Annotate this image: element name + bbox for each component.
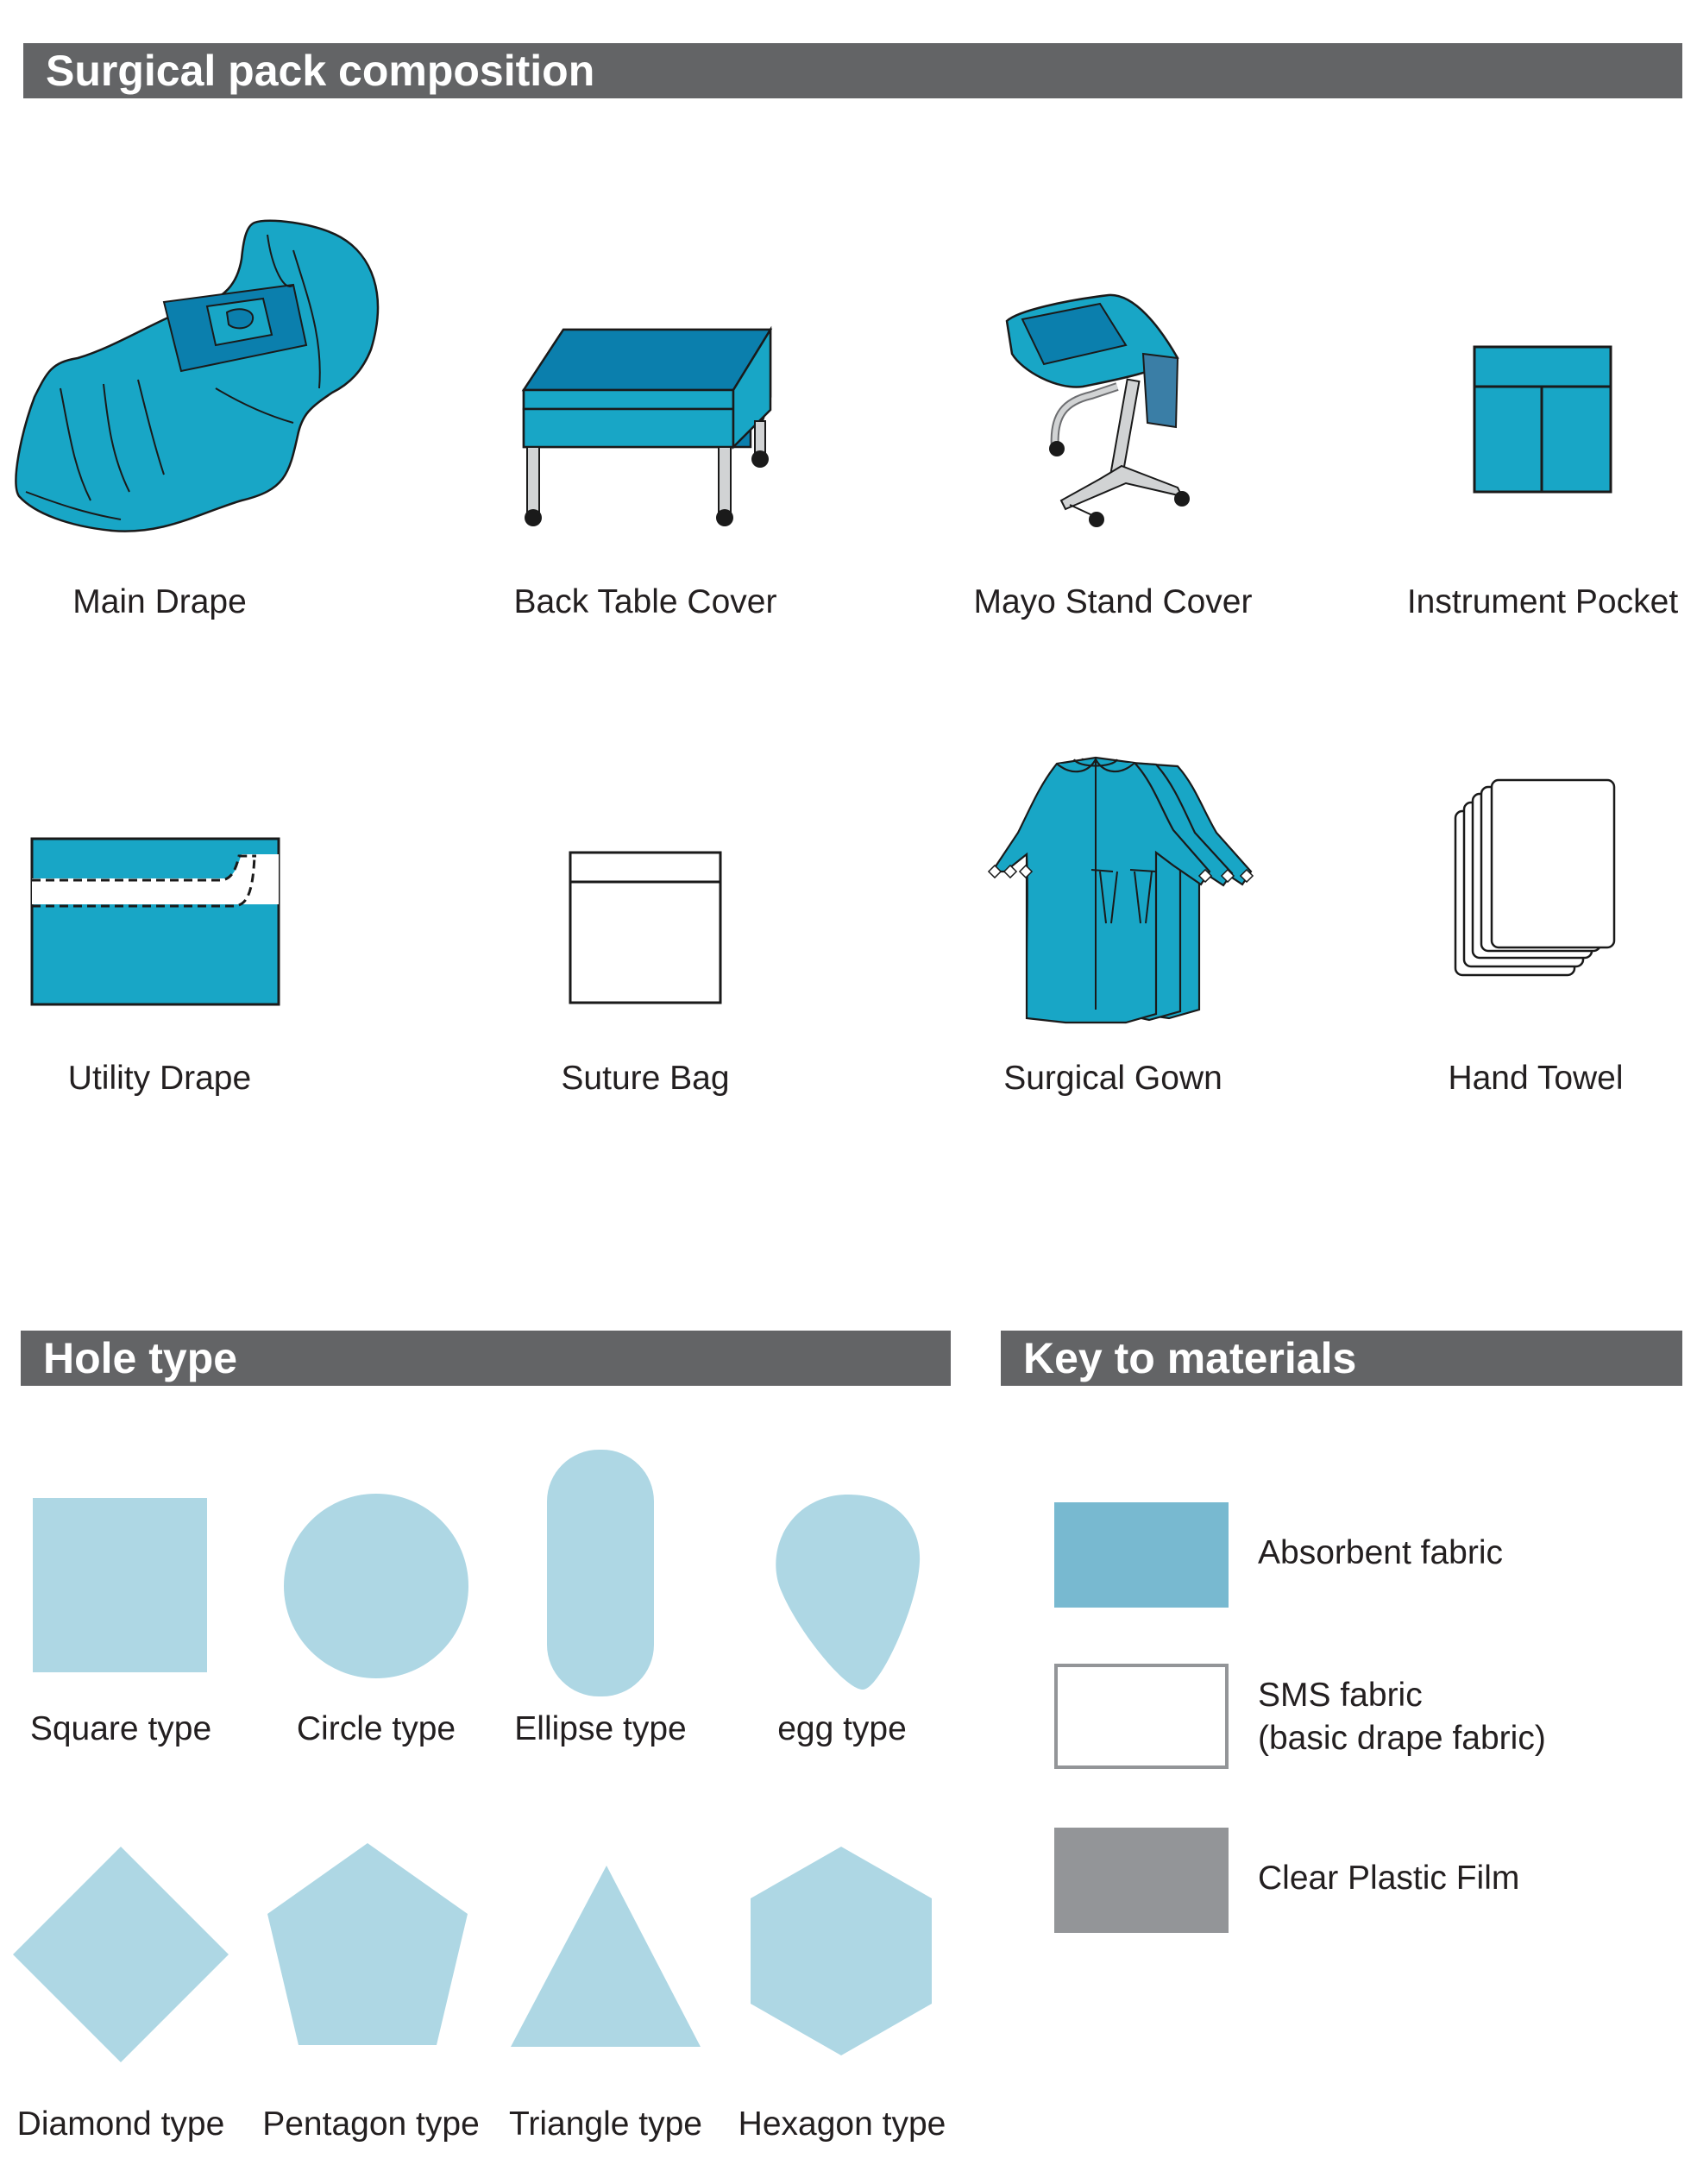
triangle-hole-shape xyxy=(511,1866,702,2049)
egg-hole-shape xyxy=(773,1493,923,1691)
section-header-key xyxy=(1001,1331,1682,1386)
pack-item-label: Suture Bag xyxy=(561,1060,730,1097)
back-table-cover-icon xyxy=(522,328,776,531)
hole-type-label: Diamond type xyxy=(16,2105,225,2143)
main-drape-icon xyxy=(9,216,388,544)
hole-type-label: Circle type xyxy=(296,1710,456,1747)
material-sublabel: (basic drape fabric) xyxy=(1258,1720,1546,1757)
pack-item-label: Surgical Gown xyxy=(1003,1060,1222,1097)
hole-type-label: Pentagon type xyxy=(262,2105,480,2143)
square-hole-shape xyxy=(33,1498,209,1674)
material-label: Absorbent fabric xyxy=(1258,1534,1503,1571)
material-label: Clear Plastic Film xyxy=(1258,1860,1520,1897)
circle-hole-shape xyxy=(283,1493,469,1679)
pack-item-label: Instrument Pocket xyxy=(1406,583,1679,620)
surgical-gown-icon xyxy=(958,751,1260,1027)
sms-fabric-swatch xyxy=(1054,1664,1229,1769)
suture-bag-icon xyxy=(569,851,722,1004)
hexagon-hole-shape xyxy=(751,1847,932,2055)
hole-type-label: egg type xyxy=(777,1710,907,1747)
hole-type-label: Hexagon type xyxy=(738,2105,946,2143)
hole-type-label: Ellipse type xyxy=(514,1710,687,1747)
instrument-pocket-icon xyxy=(1473,345,1612,494)
pack-item-label: Back Table Cover xyxy=(513,583,777,620)
ellipse-hole-shape xyxy=(547,1450,656,1698)
pack-item-label: Mayo Stand Cover xyxy=(973,583,1253,620)
material-label: SMS fabric xyxy=(1258,1677,1423,1714)
hole-type-label: Triangle type xyxy=(508,2105,702,2143)
absorbent-fabric-swatch xyxy=(1054,1502,1229,1608)
clear-plastic-film-swatch xyxy=(1054,1828,1229,1933)
utility-drape-icon xyxy=(30,837,280,1006)
pack-item-label: Main Drape xyxy=(72,583,247,620)
pack-item-label: Hand Towel xyxy=(1448,1060,1624,1097)
pack-item-label: Utility Drape xyxy=(67,1060,252,1097)
hole-type-label: Square type xyxy=(29,1710,212,1747)
pentagon-hole-shape xyxy=(266,1843,469,2047)
diamond-hole-shape xyxy=(13,1847,229,2062)
section-header-hole xyxy=(21,1331,951,1386)
section-title-key: Key to materials xyxy=(1023,1334,1357,1382)
section-title-pack: Surgical pack composition xyxy=(46,47,595,95)
section-title-hole: Hole type xyxy=(43,1334,238,1382)
mayo-stand-cover-icon xyxy=(1005,293,1195,535)
hand-towel-icon xyxy=(1454,778,1618,979)
section-header-pack xyxy=(23,43,1682,98)
